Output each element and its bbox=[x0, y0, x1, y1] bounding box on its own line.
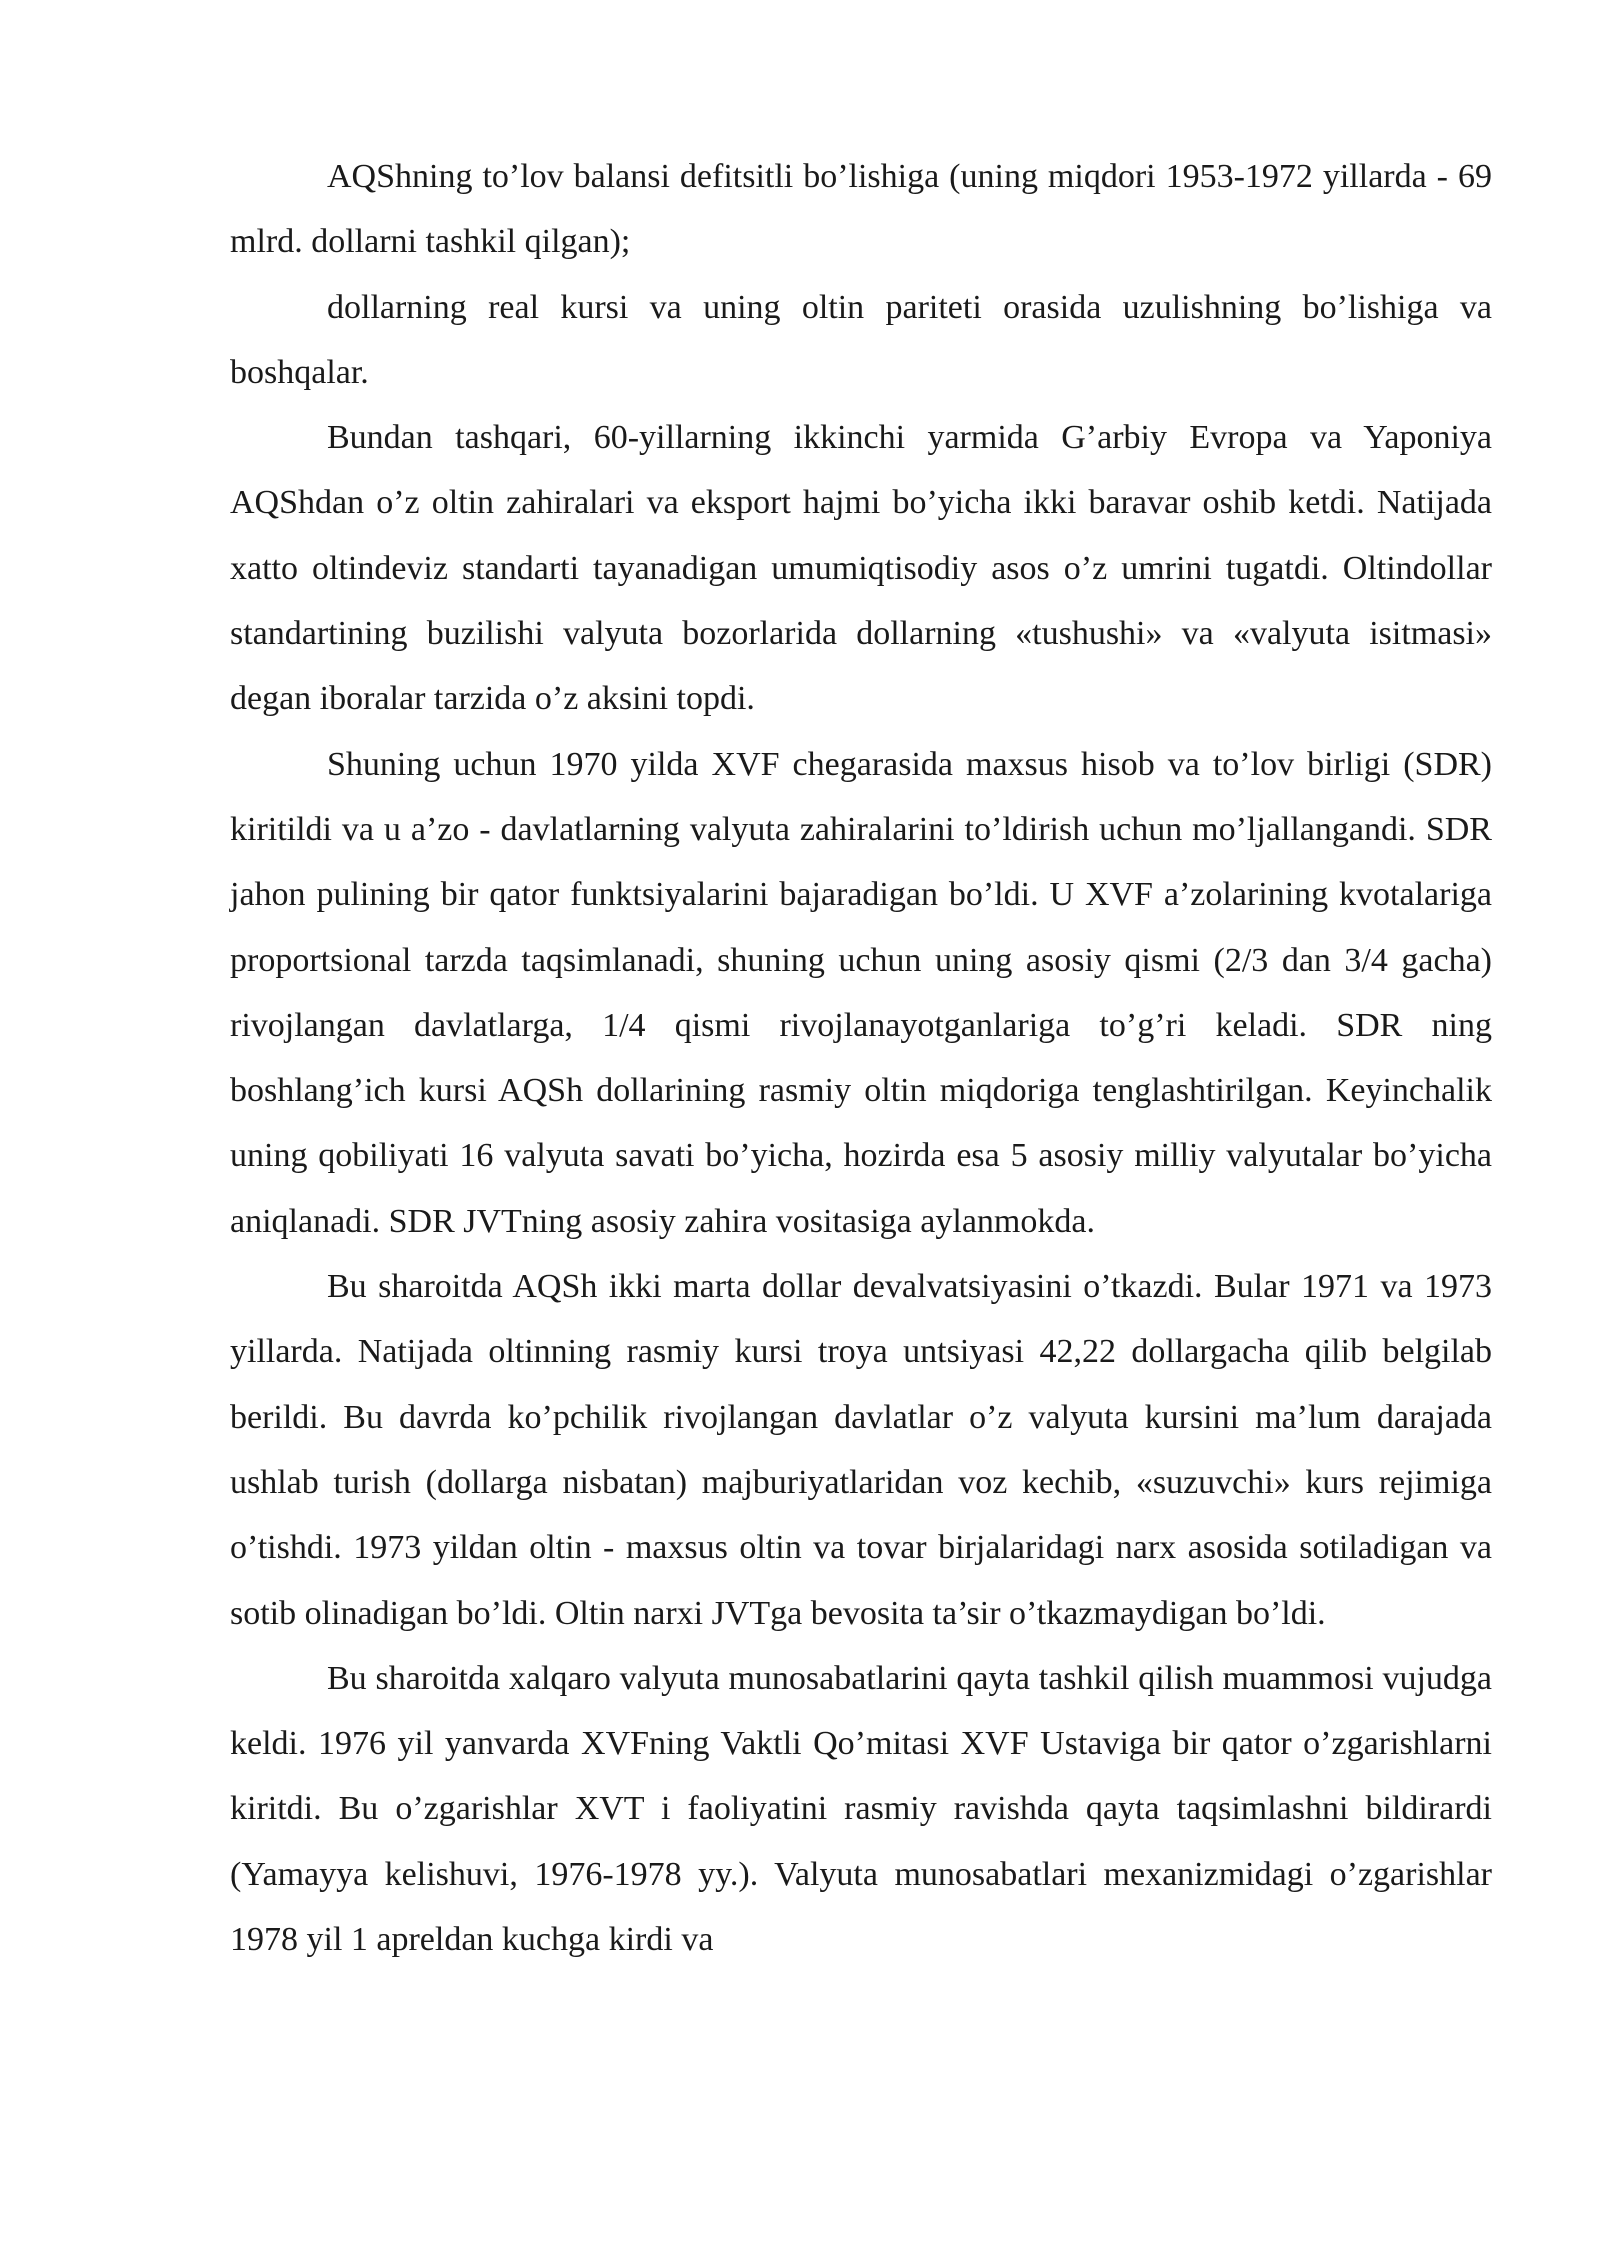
document-body bbox=[230, 144, 1492, 1972]
paragraph-dollar-parity: dollarning real kursi va uning oltin pariteti orasida uzulishning bo’lishiga va boshqalar. bbox=[230, 288, 1492, 391]
paragraph-jamaica-agreement: Bu sharoitda xalqaro valyuta munosabatlarini qayta tashkil qilish muammosi vujudga keldi. 1976 yil yanvarda XVFning Vaktli Qo’mitasi XVF Ustaviga bir qator o’zgarishlarni kiritdi. Bu o’zgarishlar XVT i faoliyatini rasmiy ravishda qayta taqsimlashni bildirardi (Yamayya kelishuvi, 1976-1978 yy.). Valyuta munosabatlari mexanizmidagi o’zgarishlar 1978 yil 1 apreldan kuchga kirdi va bbox=[230, 1659, 1492, 1959]
paragraph-gold-standard: Bundan tashqari, 60-yillarning ikkinchi yarmida G’arbiy Evropa va Yaponiya AQShdan o’z oltin zahiralari va eksport hajmi bo’yicha ikki baravar oshib ketdi. Natijada xatto oltindeviz standarti tayanadigan umumiqtisodiy asos o’z umrini tugatdi. Oltindollar standartining buzilishi valyuta bozorlarida dollarning «tushushi» va «valyuta isitmasi» degan iboralar tarzida o’z aksini topdi. bbox=[230, 419, 1492, 718]
paragraph-devaluation: Bu sharoitda AQSh ikki marta dollar devalvatsiyasini o’tkazdi. Bular 1971 va 1973 yillarda. Natijada oltinning rasmiy kursi troya untsiyasi 42,22 dollargacha qilib belgilab berildi. Bu davrda ko’pchilik rivojlangan davlatlar o’z valyuta kursini ma’lum darajada ushlab turish (dollarga nisbatan) majburiyatlaridan voz kechib, «suzuvchi» kurs rejimiga o’tishdi. 1973 yildan oltin - maxsus oltin va tovar birjalaridagi narx asosida sotiladigan va sotib olinadigan bo’ldi. Oltin narxi JVTga bevosita ta’sir o’tkazmaydigan bo’ldi. bbox=[230, 1268, 1492, 1632]
paragraph-balance-deficit: AQShning to’lov balansi defitsitli bo’lishiga (uning miqdori 1953-1972 yillarda - 69 mlrd. dollarni tashkil qilgan); bbox=[230, 158, 1492, 261]
paragraph-sdr: Shuning uchun 1970 yilda XVF chegarasida maxsus hisob va to’lov birligi (SDR) kiritildi va u a’zo - davlatlarning valyuta zahiralarini to’ldirish uchun mo’ljallangandi. SDR jahon pulining bir qator funktsiyalarini bajaradigan bo’ldi. U XVF a’zolarining kvotalariga proportsional tarzda taqsimlanadi, shuning uchun uning asosiy qismi (2/3 dan 3/4 gacha) rivojlangan davlatlarga, 1/4 qismi rivojlanayotganlariga to’g’ri keladi. SDR ning boshlang’ich kursi AQSh dollarining rasmiy oltin miqdoriga tenglashtirilgan. Keyinchalik uning qobiliyati 16 valyuta savati bo’yicha, hozirda esa 5 asosiy milliy valyutalar bo’yicha aniqlanadi. SDR JVTning asosiy zahira vositasiga aylanmokda. bbox=[230, 745, 1492, 1240]
